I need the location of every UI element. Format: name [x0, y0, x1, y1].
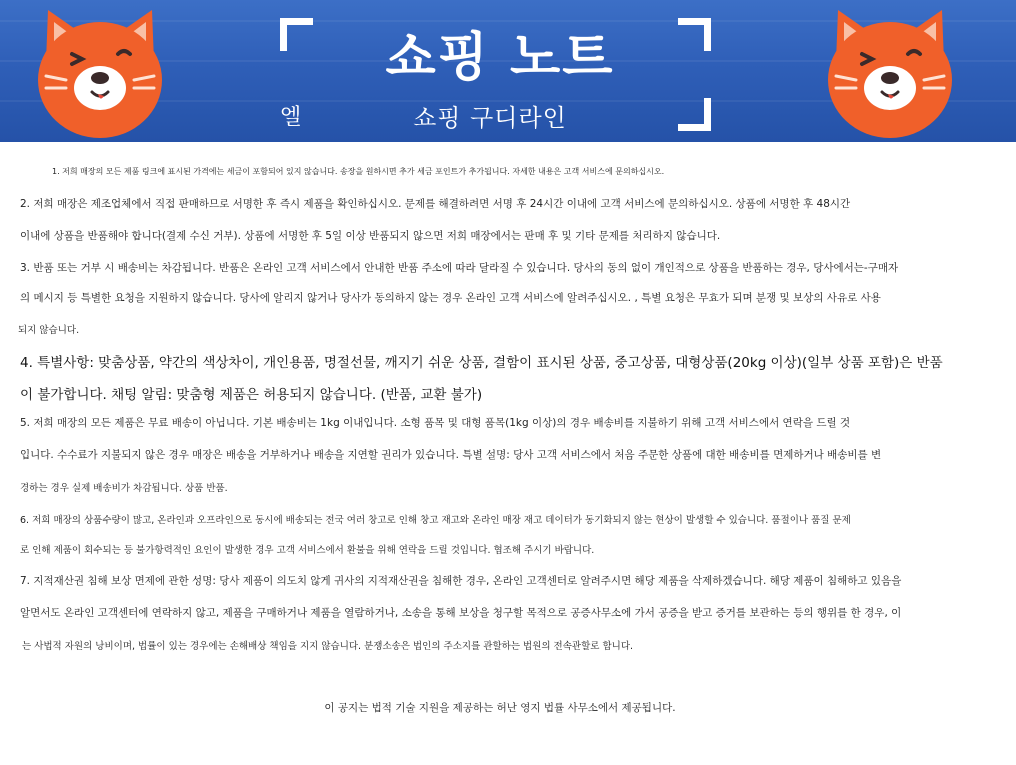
notice-line-6: 되지 않습니다.	[18, 325, 80, 336]
notice-line-9: 5. 저희 매장의 모든 제품은 무료 배송이 아닙니다. 기본 배송비는 1kg 이내입니다. 소형 품목 및 대형 품목(1kg 이상)의 경우 배송비를 지불하기 위해 고객 서비스에서 연락을 드릴 것	[20, 417, 851, 429]
notice-line-10: 입니다. 수수료가 지불되지 않은 경우 매장은 배송을 거부하거나 배송을 지연할 권리가 있습니다. 특별 설명: 당사 고객 서비스에서 처음 주문한 상품에 대한 배송비를 면제하거나 배송비를 변	[20, 449, 882, 461]
notice-line-8: 이 불가합니다. 채팅 알림: 맞춤형 제품은 허용되지 않습니다. (반품, 교환 불가)	[20, 387, 483, 403]
notice-line-1: 1. 저희 매장의 모든 제품 링크에 표시된 가격에는 세금이 포함되어 있지 않습니다. 송장을 원하시면 추가 세금 포인트가 추가됩니다. 자세한 내용은 고객 서비스에 문의하십시오.	[52, 167, 665, 176]
notice-line-7: 4. 특별사항: 맞춤상품, 약간의 색상차이, 개인용품, 명절선물, 깨지기 쉬운 상품, 결함이 표시된 상품, 중고상품, 대형상품(20kg 이상)(일부 상품 포함)은 반품	[20, 355, 943, 371]
banner-left-text: 엘	[280, 105, 302, 130]
banner-subtitle: 쇼핑 구디라인	[413, 104, 567, 132]
notice-line-14: 7. 지적재산권 침해 보상 면제에 관한 성명: 당사 제품이 의도치 않게 귀사의 지적재산권을 침해한 경우, 온라인 고객센터로 알려주시면 해당 제품을 삭제하겠습니다. 해당 제품이 침해하고 있음을	[20, 575, 902, 587]
notice-line-12: 6. 저희 매장의 상품수량이 많고, 온라인과 오프라인으로 동시에 배송되는 전국 여러 창고로 인해 창고 재고와 온라인 매장 재고 데이터가 동기화되지 않는 현상이 발생할 수 있습니다. 품절이나 품질 문제	[20, 515, 851, 526]
notice-body	[0, 142, 1016, 765]
notice-line-4: 3. 반품 또는 거부 시 배송비는 차감됩니다. 반품은 온라인 고객 서비스에서 안내한 반품 주소에 따라 달라질 수 있습니다. 당사의 동의 없이 개인적으로 상품을 반품하는 경우, 당사에서는-구매자	[20, 262, 899, 274]
notice-line-15: 알면서도 온라인 고객센터에 연락하지 않고, 제품을 구매하거나 제품을 열람하거나, 소송을 통해 보상을 청구할 목적으로 공증사무소에 가서 공증을 받고 증거를 보관하는 등의 행위를 한 경우, 이	[20, 607, 902, 619]
notice-line-5: 의 메시지 등 특별한 요청을 지원하지 않습니다. 당사에 알리지 않거나 당사가 동의하지 않는 경우 온라인 고객 서비스에 알려주십시오. , 특별 요청은 무효가 되며 분쟁 및 보상의 사유로 사용	[20, 292, 881, 304]
notice-line-3: 이내에 상품을 반품해야 합니다(결제 수신 거부). 상품에 서명한 후 5일 이상 반품되지 않으면 저희 매장에서는 판매 후 및 기타 문제를 처리하지 않습니다.	[20, 230, 721, 242]
notice-line-11: 경하는 경우 실제 배송비가 차감됩니다. 상품 반품.	[20, 483, 228, 494]
cat-mascot-icon	[32, 4, 168, 140]
notice-line-16: 는 사법적 자원의 낭비이며, 법률이 있는 경우에는 손해배상 책임을 지지 않습니다. 분쟁소송은 법인의 주소지를 관할하는 법원의 전속관할로 합니다.	[22, 641, 634, 652]
banner-title: 쇼핑 노트	[385, 28, 615, 88]
cat-mascot-icon	[822, 4, 958, 140]
notice-line-2: 2. 저희 매장은 제조업체에서 직접 판매하므로 서명한 후 즉시 제품을 확인하십시오. 문제를 해결하려면 서명 후 24시간 이내에 고객 서비스에 문의하십시오. 상품에 서명한 후 48시간	[20, 198, 851, 210]
shopping-notes-banner	[0, 0, 1016, 142]
notice-line-13: 로 인해 제품이 회수되는 등 불가항력적인 요인이 발생한 경우 고객 서비스에서 환불을 위해 연락을 드릴 것입니다. 협조해 주시기 바랍니다.	[20, 545, 595, 556]
bracket-bottom-right	[678, 98, 711, 131]
notice-footer: 이 공지는 법적 기술 지원을 제공하는 허난 영지 법률 사무소에서 제공됩니다.	[324, 702, 676, 714]
